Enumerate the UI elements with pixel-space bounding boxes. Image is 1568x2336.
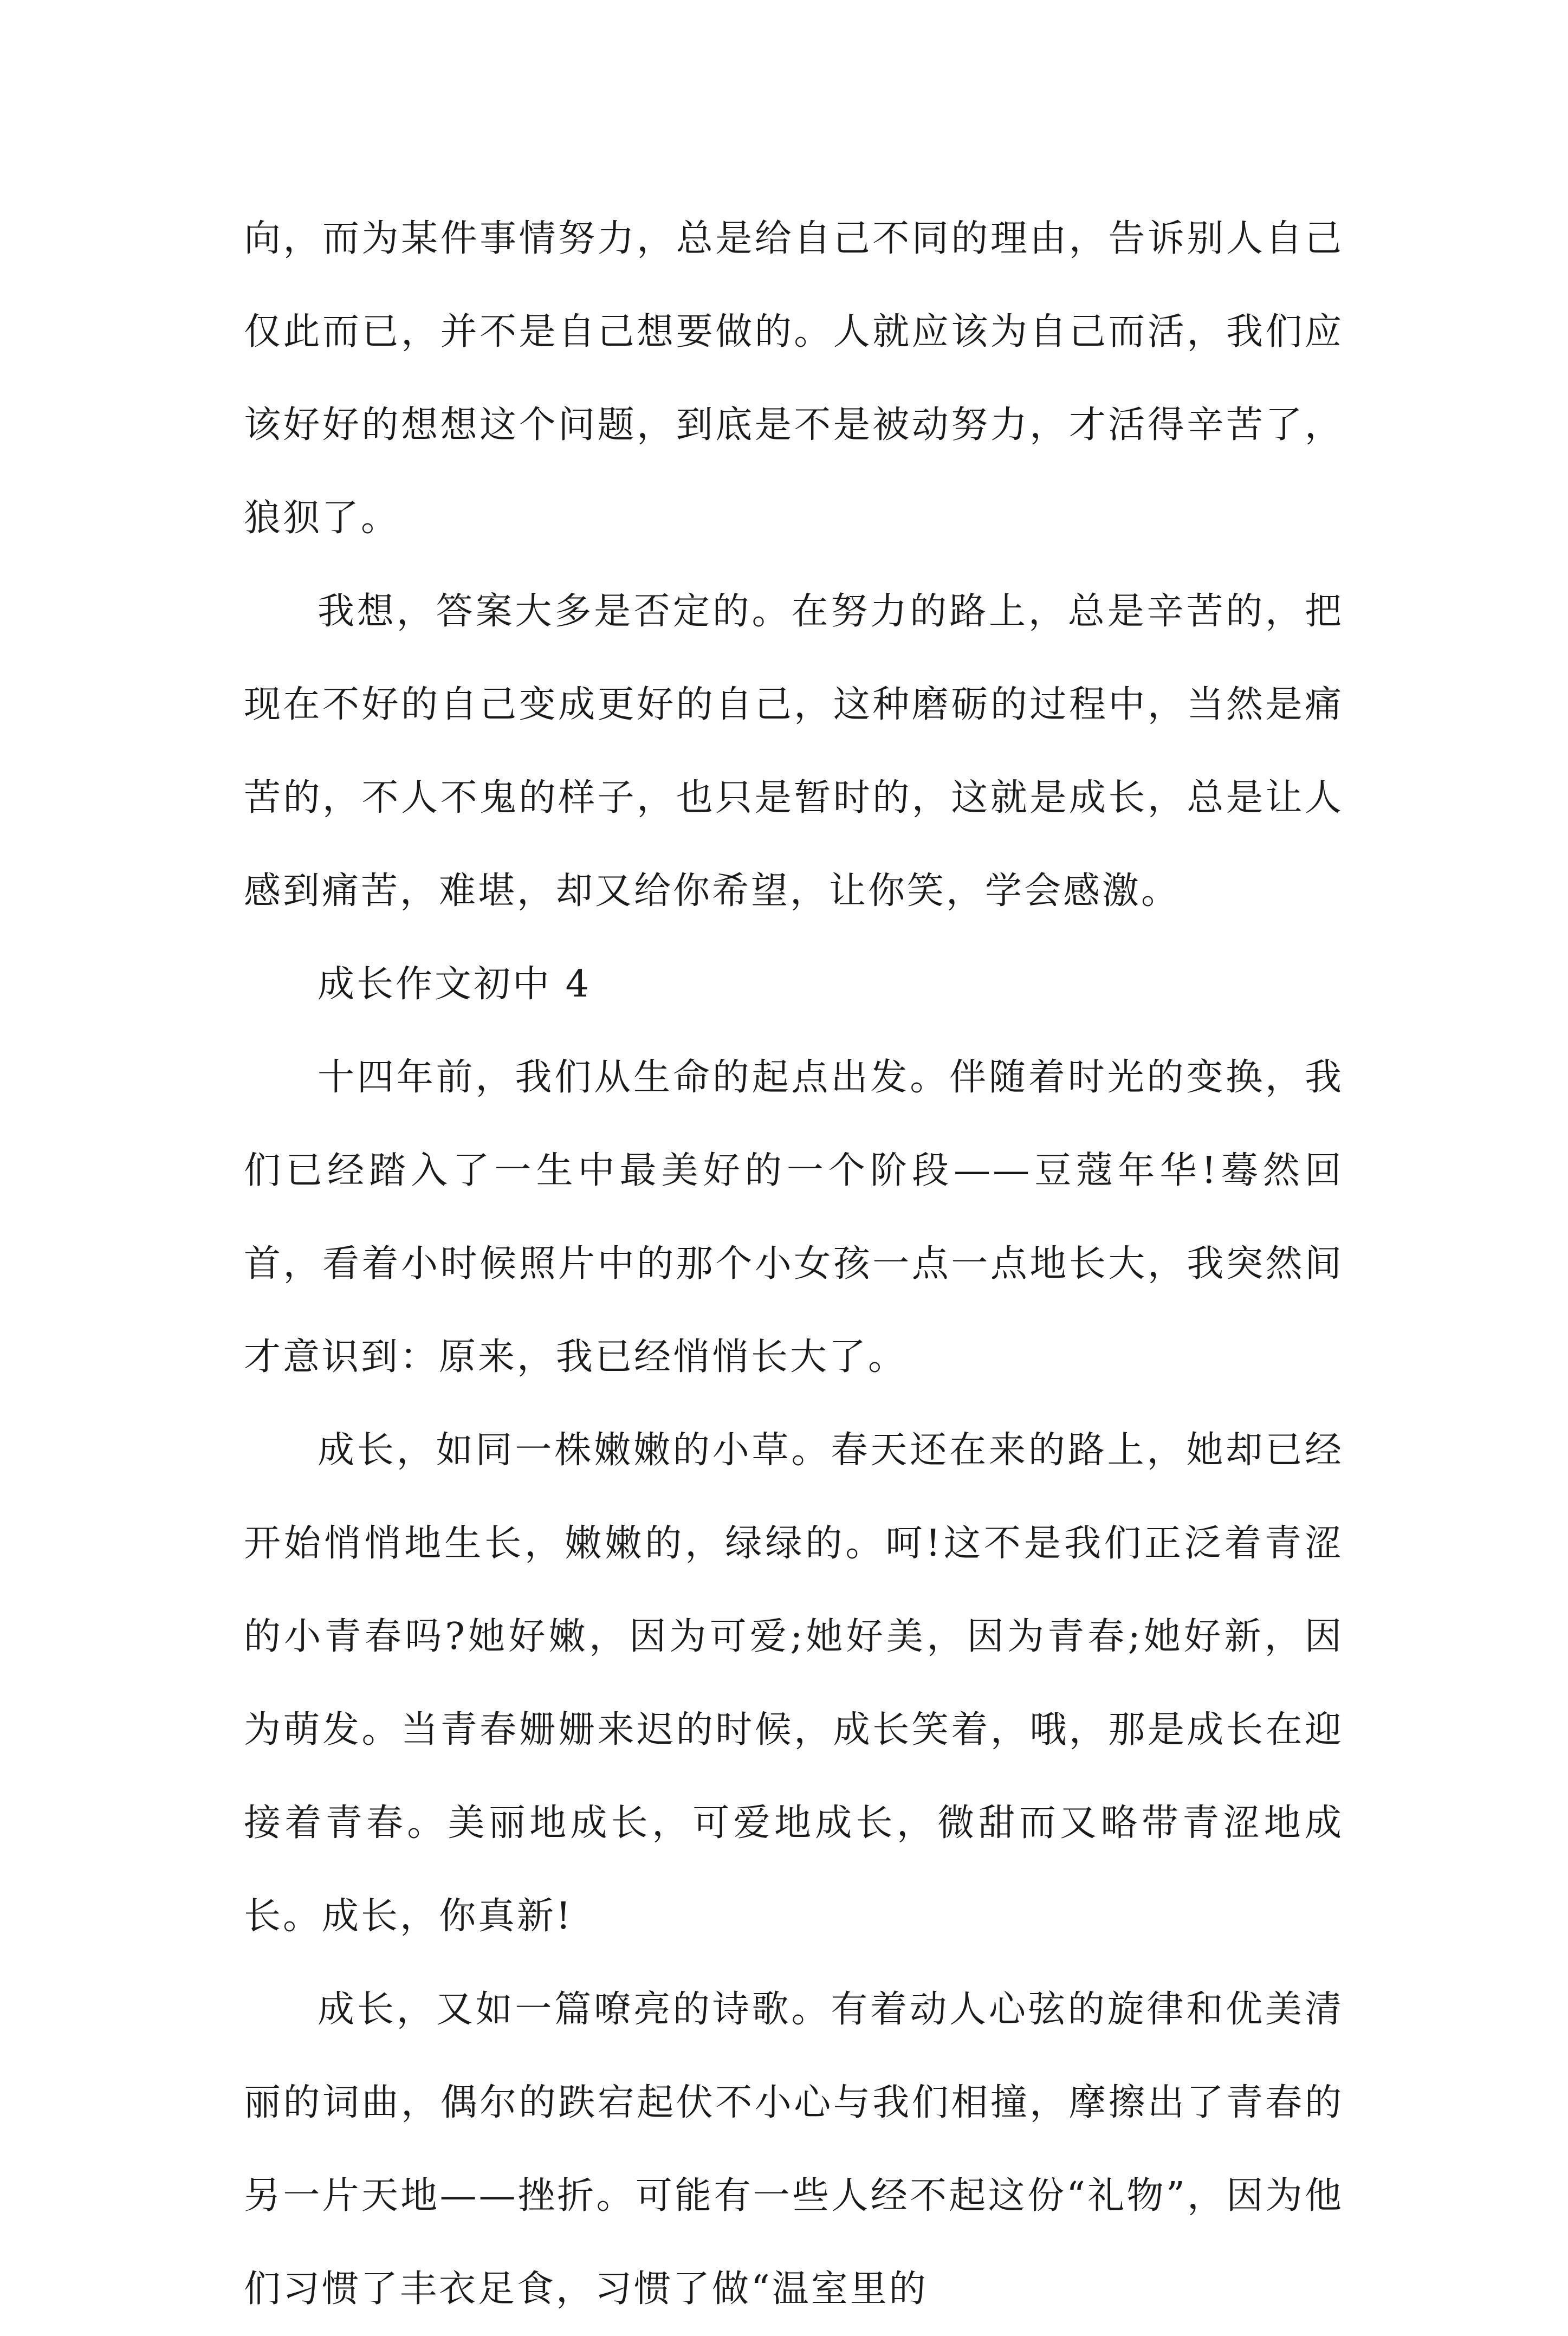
section-heading: 成长作文初中 4 — [318, 963, 591, 1006]
paragraph-4: 成长，如同一株嫩嫩的小草。春天还在来的路上，她却已经开始悄悄地生长，嫩嫩的，绿绿的。呵!这不是我们正泛着青涩的小青春吗?她好嫩，因为可爱;她好美，因为青春;她好新，因为萌发。当青春姗姗来迟的时候，成长笑着，哦，那是成长在迎接着青春。美丽地成长，可爱地成长，微甜而又略带青涩地成长。成长，你真新! — [244, 1429, 1344, 1938]
article-body — [244, 192, 1344, 2336]
paragraph-2: 我想，答案大多是否定的。在努力的路上，总是辛苦的，把现在不好的自己变成更好的自己，这种磨砺的过程中，当然是痛苦的，不人不鬼的样子，也只是暂时的，这就是成长，总是让人感到痛苦，难堪，却又给你希望，让你笑，学会感激。 — [244, 590, 1344, 913]
paragraph-5: 成长，又如一篇嘹亮的诗歌。有着动人心弦的旋律和优美清丽的词曲，偶尔的跌宕起伏不小心与我们相撞，摩擦出了青春的另一片天地——挫折。可能有一些人经不起这份“礼物”，因为他们习惯了丰衣足食，习惯了做“温室里的 — [244, 1988, 1344, 2311]
paragraph-1: 向，而为某件事情努力，总是给自己不同的理由，告诉别人自己仅此而已，并不是自己想要做的。人就应该为自己而活，我们应该好好的想想这个问题，到底是不是被动努力，才活得辛苦了，狼狈了。 — [244, 217, 1344, 540]
paragraph-3: 十四年前，我们从生命的起点出发。伴随着时光的变换，我们已经踏入了一生中最美好的一个阶段——豆蔻年华!蓦然回首，看着小时候照片中的那个小女孩一点一点地长大，我突然间才意识到：原来，我已经悄悄长大了。 — [244, 1056, 1344, 1379]
